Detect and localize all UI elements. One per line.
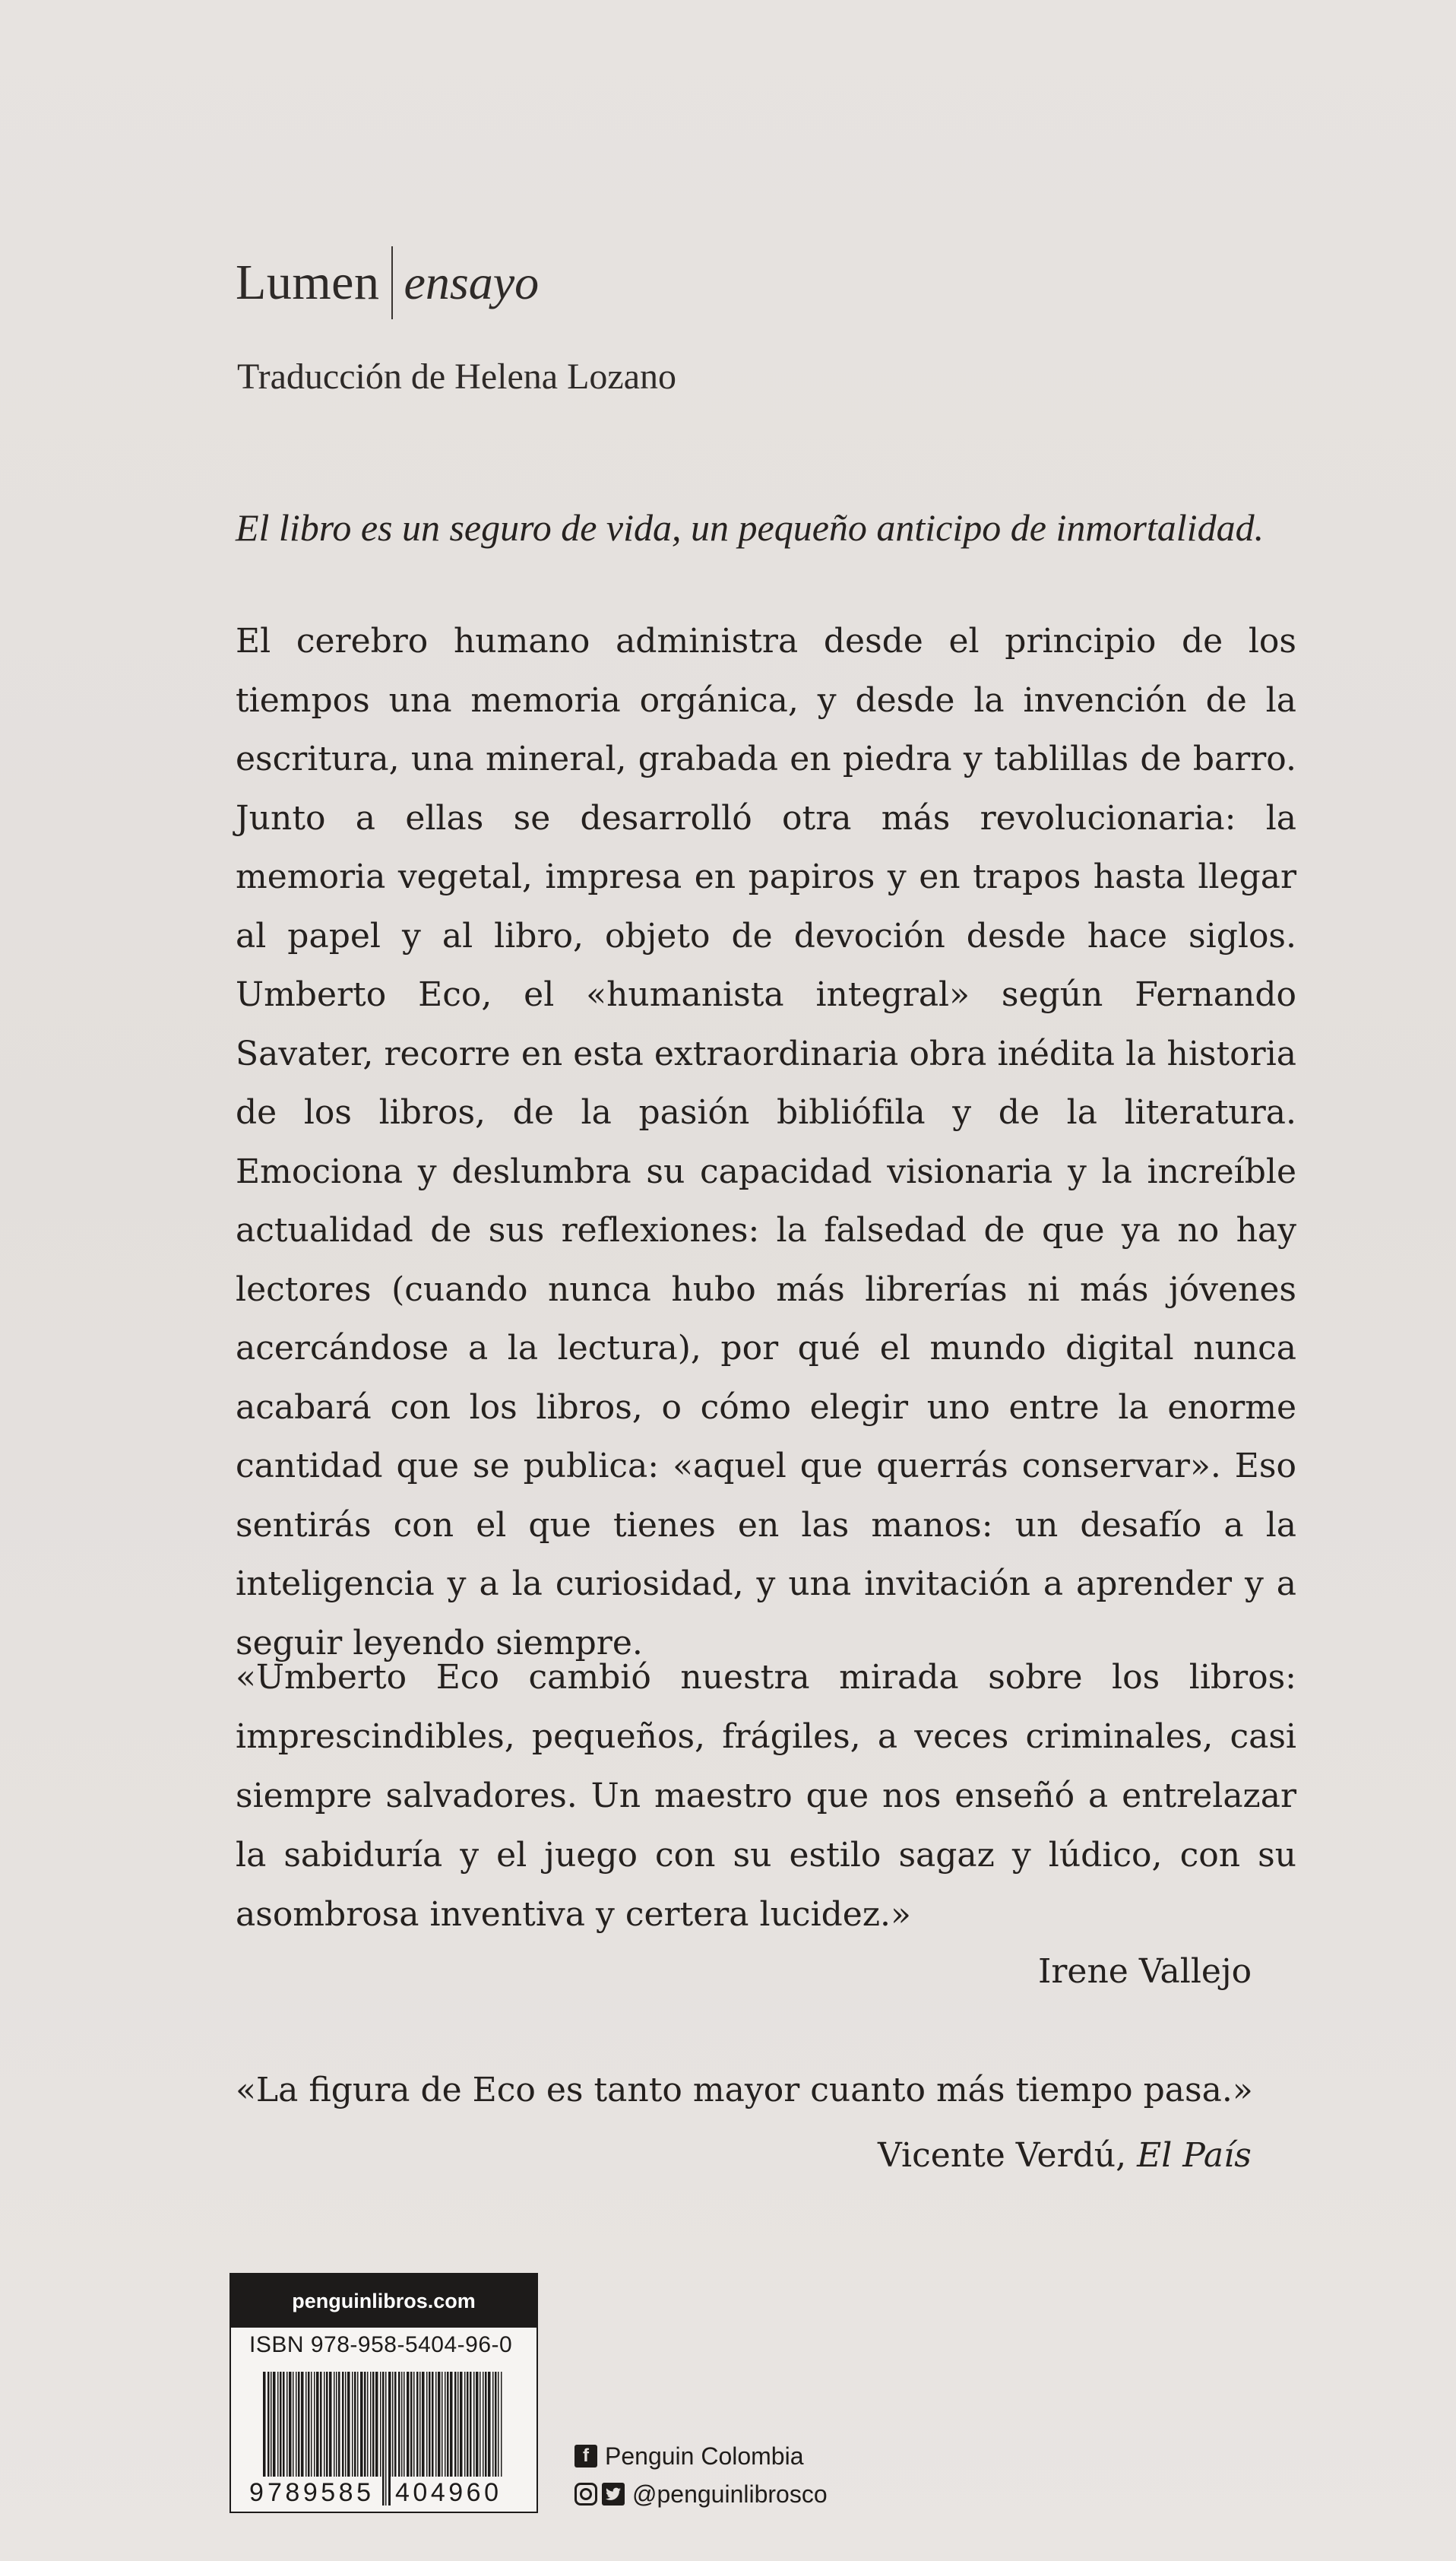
barcode-left-digits: 789585 — [267, 2478, 371, 2506]
barcode-bar — [296, 2372, 297, 2477]
barcode-bar — [316, 2372, 319, 2477]
barcode-bar — [345, 2372, 347, 2477]
barcode-bar — [338, 2372, 340, 2477]
barcode-bar — [470, 2372, 472, 2477]
barcode-bar — [413, 2372, 415, 2477]
tagline: El libro es un seguro de vida, un pequeño anticipo de inmortalidad. — [236, 506, 1265, 549]
barcode-bar — [483, 2372, 484, 2477]
barcode-bar — [416, 2372, 419, 2477]
facebook-page-name: Penguin Colombia — [605, 2442, 804, 2470]
imprint-divider — [391, 246, 393, 319]
facebook-icon: f — [574, 2445, 597, 2467]
quote-text: «La figura de Eco es tanto mayor cuanto más tiempo pasa.» — [236, 2071, 1253, 2109]
barcode-bar — [435, 2372, 437, 2477]
barcode-bar — [447, 2372, 449, 2477]
barcode-bar — [305, 2372, 307, 2477]
quote-author: Vicente Verdú, — [878, 2136, 1127, 2175]
series-name: ensayo — [404, 255, 540, 309]
barcode-bar — [301, 2372, 304, 2477]
barcode-bar — [352, 2372, 353, 2477]
barcode-bar — [298, 2372, 300, 2477]
barcode-bar — [398, 2372, 400, 2477]
imprint-logo — [236, 245, 539, 321]
barcode-bar — [360, 2372, 363, 2477]
barcode-bar — [336, 2372, 337, 2477]
blurb-paragraph: El cerebro humano administra desde el principio de los tiempos una memoria orgánica, y desde la invención de la escritura, una mineral, grabada en piedra y tablillas de barro. Junto a ellas se desarrolló otra más revolucionaria: la memoria vegetal, impresa en papiros y en trapos hasta llegar al papel y al libro, objeto de devoción desde hace siglos. Umberto Eco, el «humanista integral» según Fernando Savater, recorre en esta extraordinaria obra inédita la historia de los libros, de la pasión bibliófila y de la literatura. Emociona y deslumbra su capacidad visionaria y la increíble actualidad de sus reflexiones: la falsedad de que ya no hay lectores (cuando nunca hubo más librerías ni más jóvenes acercándose a la lectura), por qué el mundo digital nunca acabará con los libros, o cómo elegir uno entre la enorme cantidad que se publica: «aquel que querrás conservar». Eso sentirás con el que tienes en las manos: un desafío a la inteligencia y a la curiosidad, y una invitación a aprender y a seguir leyendo siempre. — [236, 622, 1296, 1662]
barcode-bar — [467, 2372, 469, 2477]
isbn-block — [229, 2273, 538, 2513]
imprint-name: Lumen — [236, 255, 380, 310]
barcode-bar — [372, 2372, 375, 2477]
barcode-bar — [293, 2372, 294, 2477]
barcode-bar — [394, 2372, 397, 2477]
barcode-bar — [286, 2372, 288, 2477]
social-handle: @penguinlibrosco — [632, 2480, 828, 2508]
barcode-bar — [382, 2372, 385, 2506]
barcode-bar — [267, 2372, 270, 2477]
barcode-bar — [429, 2372, 431, 2477]
barcode-bar — [450, 2372, 453, 2477]
barcode-bar — [498, 2372, 499, 2477]
barcode-bar — [476, 2372, 479, 2477]
isbn-number: ISBN 978-958-5404-96-0 — [249, 2332, 513, 2357]
barcode-bar — [407, 2372, 410, 2477]
barcode-bar — [311, 2372, 312, 2477]
barcode-bar — [370, 2372, 372, 2477]
barcode-bar — [457, 2372, 459, 2477]
barcode-right-digits: 404960 — [395, 2478, 499, 2506]
quote-attribution — [878, 2136, 1252, 2175]
barcode-bar — [357, 2372, 359, 2477]
social-links — [574, 2439, 828, 2512]
barcode-bar — [347, 2372, 350, 2477]
barcode-bar — [473, 2372, 475, 2477]
barcode-bar — [488, 2372, 491, 2477]
twitter-icon — [602, 2483, 625, 2506]
barcode-bar — [404, 2372, 405, 2477]
barcode-bar — [464, 2372, 466, 2477]
facebook-row — [574, 2439, 828, 2474]
handle-row — [574, 2477, 828, 2512]
barcode-bar — [392, 2372, 394, 2477]
barcode-bar — [329, 2372, 332, 2477]
barcode-bar — [326, 2372, 328, 2477]
translation-credit: Traducción de Helena Lozano — [237, 357, 677, 397]
barcode-bar — [375, 2372, 378, 2477]
barcode-bar — [492, 2372, 494, 2477]
barcode-bar — [283, 2372, 285, 2477]
quote-author: Irene Vallejo — [1038, 1952, 1252, 1991]
barcode-bar — [419, 2372, 421, 2477]
barcode-bar — [454, 2372, 457, 2477]
barcode-bar — [480, 2372, 481, 2477]
barcode-bar — [314, 2372, 315, 2477]
barcode-lead-digit: 9 — [249, 2478, 264, 2506]
barcode-bar — [271, 2372, 272, 2477]
barcode-bar — [367, 2372, 369, 2477]
barcode-bar — [289, 2372, 292, 2477]
barcode-bar — [442, 2372, 443, 2477]
barcode-bar — [445, 2372, 446, 2477]
barcode-bar — [308, 2372, 310, 2477]
barcode-bar — [438, 2372, 441, 2477]
barcode-bar — [401, 2372, 403, 2477]
barcode-bar — [388, 2372, 391, 2506]
barcode-bar — [364, 2372, 366, 2477]
quote-publication: El País — [1137, 2136, 1252, 2175]
barcode-bar — [485, 2372, 487, 2477]
barcode-bar — [324, 2372, 325, 2477]
barcode-bar — [334, 2372, 335, 2477]
barcode-bar — [460, 2372, 463, 2477]
barcode-bar — [426, 2372, 428, 2477]
website-label: penguinlibros.com — [231, 2274, 537, 2328]
barcode-bar — [410, 2372, 413, 2477]
barcode-bar — [273, 2372, 276, 2477]
barcode — [245, 2372, 526, 2506]
barcode-bar — [342, 2372, 344, 2477]
barcode-bar — [385, 2372, 387, 2506]
barcode-bar — [422, 2372, 425, 2477]
barcode-bar — [280, 2372, 282, 2477]
quote-text: «Umberto Eco cambió nuestra mirada sobre los libros: imprescindibles, pequeños, frágiles, a veces criminales, casi siempre salvadores. Un maestro que nos enseñó a entrelazar la sabiduría y el juego con su estilo sagaz y lúdico, con su asombrosa inventiva y certera lucidez.» — [236, 1658, 1296, 1934]
barcode-bar — [277, 2372, 279, 2477]
barcode-bar — [320, 2372, 322, 2477]
barcode-bar — [380, 2372, 381, 2477]
barcode-bar — [432, 2372, 434, 2477]
barcode-bar — [354, 2372, 356, 2477]
barcode-bar — [495, 2372, 497, 2477]
instagram-icon — [574, 2483, 597, 2506]
